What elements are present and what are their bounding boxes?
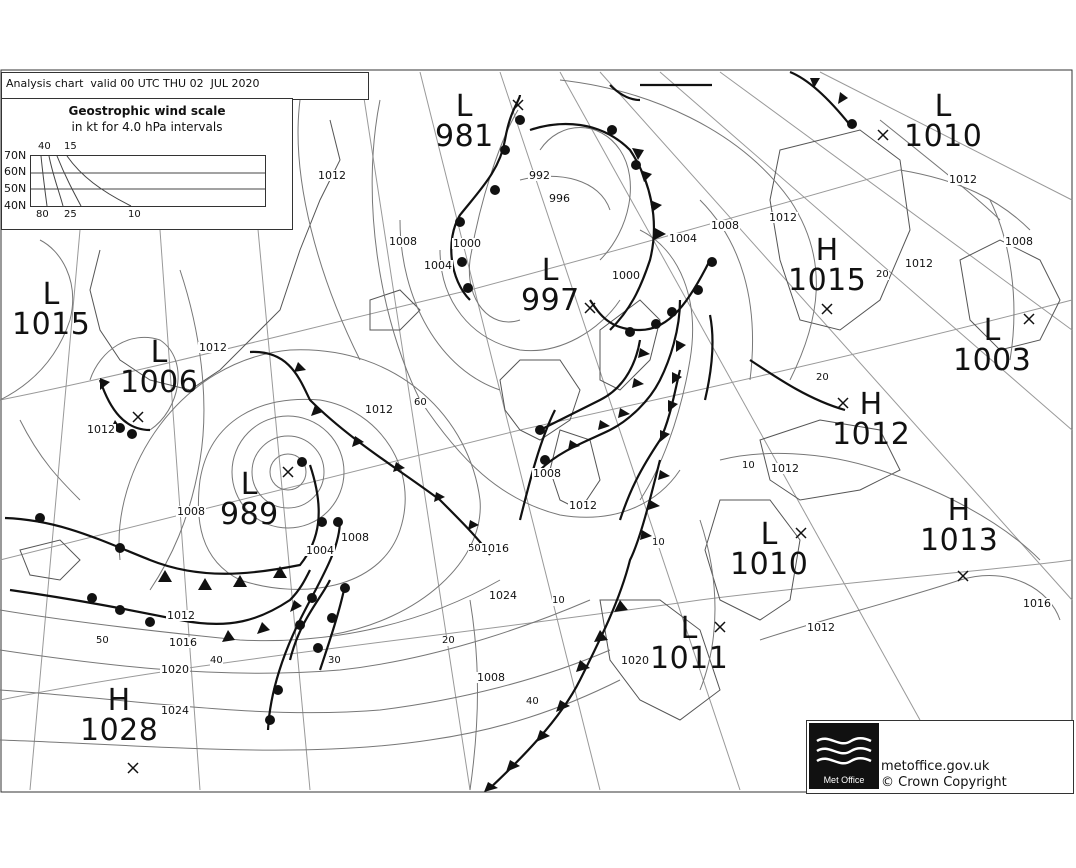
isobar-label: 1012: [87, 423, 115, 436]
isobar-label: 1004: [669, 232, 697, 245]
centre-value: 1013: [920, 523, 999, 558]
pressure-centre-low: [521, 253, 580, 318]
pressure-centre-low: [435, 89, 494, 154]
met-office-brand: Met Office: [823, 775, 865, 785]
pressure-centre-low: [120, 335, 199, 400]
isobar-label: 1024: [161, 704, 189, 717]
chart-header: [1, 72, 369, 100]
centre-value: 981: [435, 119, 494, 154]
centre-type: L: [240, 467, 258, 502]
isobar-label: 1012: [769, 211, 797, 224]
chart-title: Analysis chart valid 00 UTC THU 02 JUL 2020: [6, 77, 260, 90]
wind-speed-label: 40: [526, 696, 539, 707]
wind-scale-bottom-value: 10: [128, 209, 141, 220]
wind-speed-label: 20: [876, 269, 889, 280]
centre-type: L: [150, 335, 168, 370]
wind-scale-title: Geostrophic wind scale: [68, 104, 226, 118]
wind-speed-label: 20: [816, 372, 829, 383]
isobar-label: 1012: [365, 403, 393, 416]
wind-speed-label: 10: [742, 460, 755, 471]
centre-type: H: [947, 493, 971, 528]
centre-type: L: [934, 89, 952, 124]
wind-scale-latitude: 60N: [4, 165, 27, 178]
wind-scale-subtitle: in kt for 4.0 hPa intervals: [71, 120, 223, 134]
isobar-label: 1016: [481, 542, 509, 555]
isobar-label: 1012: [949, 173, 977, 186]
centre-type: L: [983, 313, 1001, 348]
copyright-text: © Crown Copyright: [881, 775, 1007, 790]
wind-scale-bottom-value: 25: [64, 209, 77, 220]
wind-scale-bottom-value: 80: [36, 209, 49, 220]
isobar-label: 1012: [569, 499, 597, 512]
isobar-label: 1008: [711, 219, 739, 232]
centre-type: H: [815, 233, 839, 268]
wind-speed-label: 50: [468, 543, 481, 554]
isobar-label: 1012: [199, 341, 227, 354]
isobar-label: 1020: [161, 663, 189, 676]
wind-scale-grid: [30, 155, 266, 207]
pressure-centre-high: [80, 683, 159, 748]
pressure-centre-low: [12, 277, 91, 342]
wind-scale-top-value: 40: [38, 141, 51, 152]
met-office-wave-icon: [809, 729, 879, 779]
centre-value: 1003: [953, 343, 1032, 378]
centre-value: 989: [220, 497, 279, 532]
isobar-label: 1008: [1005, 235, 1033, 248]
wind-speed-label: 60: [414, 397, 427, 408]
wind-scale-latitude: 40N: [4, 199, 27, 212]
isobar-label: 996: [549, 192, 570, 205]
wind-speed-label: 40: [210, 655, 223, 666]
centre-value: 1015: [788, 263, 867, 298]
wind-speed-label: 10: [552, 595, 565, 606]
isobar-label: 1012: [318, 169, 346, 182]
isobar-label: 1000: [453, 237, 481, 250]
centre-value: 1010: [904, 119, 983, 154]
isobar-label: 1000: [612, 269, 640, 282]
isobar-label: 1004: [424, 259, 452, 272]
isobar-label: 1008: [533, 467, 561, 480]
wind-speed-label: 50: [96, 635, 109, 646]
met-office-link[interactable]: metoffice.gov.uk: [881, 759, 990, 774]
isobar-label: 1004: [306, 544, 334, 557]
isobar-label: 1024: [489, 589, 517, 602]
pressure-centre-high: [920, 493, 999, 558]
centre-value: 1006: [120, 365, 199, 400]
centre-value: 1028: [80, 713, 159, 748]
pressure-centre-low: [650, 611, 729, 676]
centre-value: 1011: [650, 641, 729, 676]
pressure-centre-low: [730, 517, 809, 582]
centre-value: 1015: [12, 307, 91, 342]
centre-type: H: [859, 387, 883, 422]
centre-type: L: [42, 277, 60, 312]
centre-type: L: [680, 611, 698, 646]
isobar-label: 1016: [169, 636, 197, 649]
wind-speed-label: 10: [652, 537, 665, 548]
centre-type: L: [760, 517, 778, 552]
isobar-label: 1012: [167, 609, 195, 622]
isobar-label: 1012: [905, 257, 933, 270]
pressure-centre-high: [832, 387, 911, 452]
wind-scale-top-value: 15: [64, 141, 77, 152]
isobar-label: 1012: [807, 621, 835, 634]
pressure-centre-high: [788, 233, 867, 298]
geostrophic-wind-scale: [1, 98, 293, 230]
isobar-label: 1020: [621, 654, 649, 667]
pressure-centre-low: [904, 89, 983, 154]
wind-scale-latitude: 70N: [4, 149, 27, 162]
isobar-label: 1016: [1023, 597, 1051, 610]
centre-value: 1012: [832, 417, 911, 452]
met-office-logo: [809, 723, 879, 789]
centre-value: 997: [521, 283, 580, 318]
centre-type: L: [541, 253, 559, 288]
wind-speed-label: 20: [442, 635, 455, 646]
met-office-footer: [806, 720, 1074, 794]
wind-speed-label: 30: [328, 655, 341, 666]
isobar-label: 1008: [177, 505, 205, 518]
centre-value: 1010: [730, 547, 809, 582]
isobar-label: 1008: [389, 235, 417, 248]
centre-type: L: [455, 89, 473, 124]
pressure-centre-low: [953, 313, 1032, 378]
centre-type: H: [107, 683, 131, 718]
wind-scale-latitude: 50N: [4, 182, 27, 195]
isobar-label: 1012: [771, 462, 799, 475]
isobar-label: 1008: [341, 531, 369, 544]
pressure-centre-low: [220, 467, 279, 532]
isobar-label: 1008: [477, 671, 505, 684]
isobar-label: 992: [529, 169, 550, 182]
